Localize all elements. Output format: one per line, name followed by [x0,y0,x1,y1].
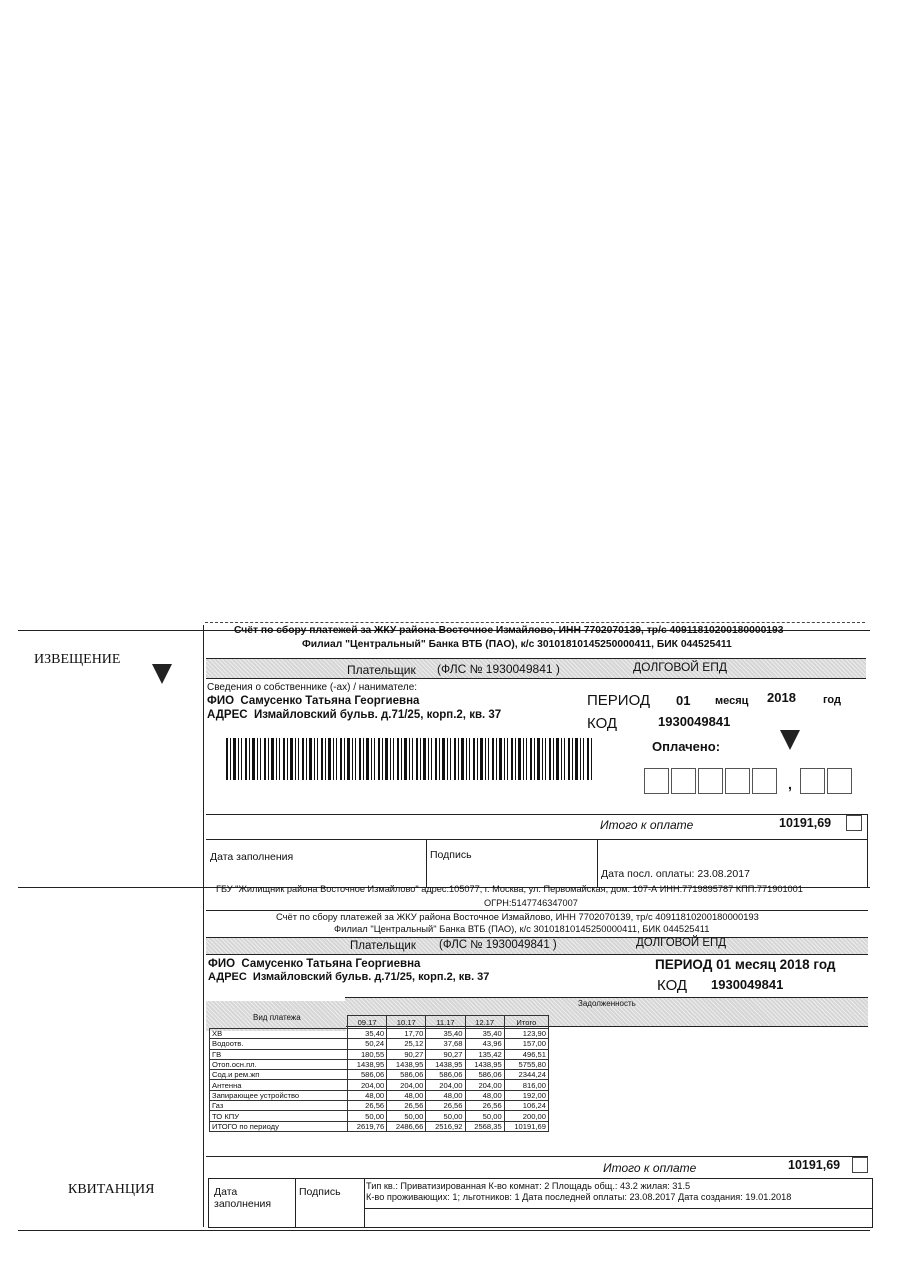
paid-label: Оплачено: [652,739,721,754]
amount-cell: 26,56 [348,1101,387,1111]
table-row [210,1111,549,1121]
amount-cell: 25,12 [387,1039,426,1049]
amount-cell: 1438,95 [426,1059,465,1069]
payment-type-cell: Антенна [210,1080,348,1090]
amount-cell: 26,56 [465,1101,504,1111]
amount-digit-cell[interactable] [725,768,750,794]
amount-cell: 586,06 [348,1070,387,1080]
payment-type-cell: Запирающее устройство [210,1090,348,1100]
amount-cell: 816,00 [504,1080,548,1090]
amount-cell: 35,40 [348,1029,387,1039]
amount-cell: 192,00 [504,1090,548,1100]
owner-info: Сведения о собственнике (-ах) / нанимателе: [207,682,418,693]
receipt-total-checkbox[interactable] [852,1157,868,1173]
receipt-debt-label: ДОЛГОВОЙ ЕПД [636,937,727,949]
total-label: Итого к оплате [600,818,694,832]
fill-date-label: Дата заполнения [210,851,294,863]
payment-type-cell: ИТОГО по периоду [210,1121,348,1131]
table-row [210,1121,549,1131]
amount-cell: 26,56 [387,1101,426,1111]
amount-cell: 2486,66 [387,1121,426,1131]
payment-type-cell: Отоп.осн.пл. [210,1059,348,1069]
amount-cell: 1438,95 [348,1059,387,1069]
table-header-cell [210,1016,348,1029]
amount-cell: 35,40 [426,1029,465,1039]
amount-cell: 204,00 [426,1080,465,1090]
amount-kopeck-cell[interactable] [827,768,852,794]
table-header-cell: 12.17 [465,1016,504,1029]
amount-cell: 204,00 [348,1080,387,1090]
amount-cell: 106,24 [504,1101,548,1111]
triangle-down-icon [152,664,172,684]
amount-cell: 1438,95 [387,1059,426,1069]
amount-cell: 48,00 [348,1090,387,1100]
amount-cell: 180,55 [348,1049,387,1059]
amount-cell: 2516,92 [426,1121,465,1131]
receipt-account-line-1: Счёт по сбору платежей за ЖКУ района Восточное Измайлово, ИНН 7702070139, тр/с 40911810200180000193 [276,911,759,922]
payment-type-cell: Сод.и рем.жп [210,1070,348,1080]
account-line-2: Филиал "Центральный" Банка ВТБ (ПАО), к/с 30101810145250000411, БИК 044525411 [302,639,732,650]
amount-cell: 50,24 [348,1039,387,1049]
table-row [210,1080,549,1090]
amount-cell: 586,06 [426,1070,465,1080]
notice-label: ИЗВЕЩЕНИЕ [34,652,121,667]
receipt-account-line-2: Филиал "Центральный" Банка ВТБ (ПАО), к/с 30101810145250000411, БИК 044525411 [334,923,710,934]
amount-cell: 50,00 [387,1111,426,1121]
receipt-label: КВИТАНЦИЯ [68,1182,155,1197]
total-row [206,814,868,840]
table-row [210,1090,549,1100]
apartment-info-2: К-во проживающих: 1; льготников: 1 Дата последней оплаты: 23.08.2017 Дата создания: 19.01.2018 [366,1192,792,1202]
amount-cell: 1438,95 [465,1059,504,1069]
amount-cell: 200,00 [504,1111,548,1121]
table-header-cell: 11.17 [426,1016,465,1029]
total-value: 10191,69 [779,816,832,830]
amount-cell: 48,00 [465,1090,504,1100]
amount-cell: 35,40 [465,1029,504,1039]
divider [867,840,868,888]
code-value: 1930049841 [658,714,731,729]
year-label: год [823,694,841,706]
signature-label: Подпись [430,849,472,861]
amount-cell: 2619,76 [348,1121,387,1131]
amount-cell: 157,00 [504,1039,548,1049]
divider [364,1208,873,1209]
payment-type-cell: Водоотв. [210,1039,348,1049]
amount-cell: 90,27 [426,1049,465,1059]
amount-cell: 43,96 [465,1039,504,1049]
receipt-total-label: Итого к оплате [603,1161,697,1175]
barcode [226,738,592,780]
table-row [210,1029,549,1039]
amount-cell: 123,90 [504,1029,548,1039]
table-row [210,1070,549,1080]
payer-address: АДРЕС Измайловский бульв. д.71/25, корп.2, кв. 37 [207,709,502,721]
table-header-cell: 10.17 [387,1016,426,1029]
receipt-code-label: КОД [657,977,688,994]
debt-table [209,1015,549,1132]
divider [426,840,427,888]
amount-cell: 5755,80 [504,1059,548,1069]
amount-digit-cell[interactable] [644,768,669,794]
payment-type-header: Вид платежа [253,1013,301,1022]
payment-type-cell: ХВ [210,1029,348,1039]
amount-cell: 2568,35 [465,1121,504,1131]
receipt-signature-label: Подпись [299,1186,341,1198]
amount-cell: 17,70 [387,1029,426,1039]
amount-digit-cell[interactable] [671,768,696,794]
receipt-total-value: 10191,69 [788,1158,841,1172]
month-label: месяц [715,695,749,707]
table-row [210,1049,549,1059]
divider [597,840,598,888]
table-header-cell: Итого [504,1016,548,1029]
period-value: 01 [676,693,691,708]
code-label: КОД [587,715,618,732]
receipt-address: АДРЕС Измайловский бульв. д.71/25, корп.2, кв. 37 [208,971,490,983]
amount-cell: 50,00 [348,1111,387,1121]
apartment-info-1: Тип кв.: Приватизированная К-во комнат: 2 Площадь общ.: 43.2 жилая: 31.5 [366,1181,691,1191]
period-label: ПЕРИОД [587,692,651,709]
table-row [210,1059,549,1069]
table-header-cell: 09.17 [348,1016,387,1029]
table-header-row [210,1016,549,1029]
receipt-total-row [206,1156,868,1176]
debt-label: ДОЛГОВОЙ ЕПД [633,660,728,674]
amount-cell: 204,00 [465,1080,504,1090]
triangle-down-icon [780,730,800,750]
debt-header: Задолженность [578,999,636,1008]
org-line-1: ГБУ "Жилищник района Восточное Измайлово" адрес:105077, г. Москва, ул. Первомайская, дом. 107-А ИНН:7719895787 КПП:771901001 [216,884,803,894]
amount-cell: 586,06 [387,1070,426,1080]
amount-cell: 496,51 [504,1049,548,1059]
total-checkbox[interactable] [846,815,862,831]
amount-kopeck-cell[interactable] [800,768,825,794]
receipt-fio: ФИО Самусенко Татьяна Георгиевна [208,958,421,970]
amount-cell: 204,00 [387,1080,426,1090]
top-border-dashed [205,622,865,623]
receipt-fls-number: (ФЛС № 1930049841 ) [439,939,557,951]
amount-cell: 10191,69 [504,1121,548,1131]
divider [295,1178,296,1228]
amount-cell: 50,00 [426,1111,465,1121]
amount-cell: 50,00 [465,1111,504,1121]
amount-cell: 26,56 [426,1101,465,1111]
amount-digit-cell[interactable] [752,768,777,794]
divider-vertical [203,625,204,1227]
divider [364,1178,365,1228]
payment-type-cell: ГВ [210,1049,348,1059]
amount-digit-cell[interactable] [698,768,723,794]
receipt-fill-date-label: Дата заполнения [214,1186,272,1210]
receipt-payer-label: Плательщик [350,940,416,952]
amount-cell: 48,00 [426,1090,465,1100]
table-row [210,1039,549,1049]
table-row [210,1101,549,1111]
bottom-border [18,1230,870,1231]
amount-cell: 37,68 [426,1039,465,1049]
receipt-period: ПЕРИОД 01 месяц 2018 год [655,957,836,972]
org-line-2: ОГРН:5147746347007 [484,898,578,908]
payment-type-cell: ТО КПУ [210,1111,348,1121]
payment-type-cell: Газ [210,1101,348,1111]
amount-cell: 48,00 [387,1090,426,1100]
amount-cell: 135,42 [465,1049,504,1059]
last-payment-date: Дата посл. оплаты: 23.08.2017 [601,868,750,880]
amount-cell: 2344,24 [504,1070,548,1080]
payer-label: Плательщик [347,663,416,677]
payer-fio: ФИО Самусенко Татьяна Георгиевна [207,695,420,707]
fls-number: (ФЛС № 1930049841 ) [437,662,560,676]
decimal-comma: , [788,776,792,792]
amount-cell: 90,27 [387,1049,426,1059]
amount-cell: 586,06 [465,1070,504,1080]
account-line-1: Счёт по сбору платежей за ЖКУ района Восточное Измайлово, ИНН 7702070139, тр/с 40911810200180000193 [234,625,784,636]
year-value: 2018 [767,690,796,705]
receipt-code-value: 1930049841 [711,977,784,992]
